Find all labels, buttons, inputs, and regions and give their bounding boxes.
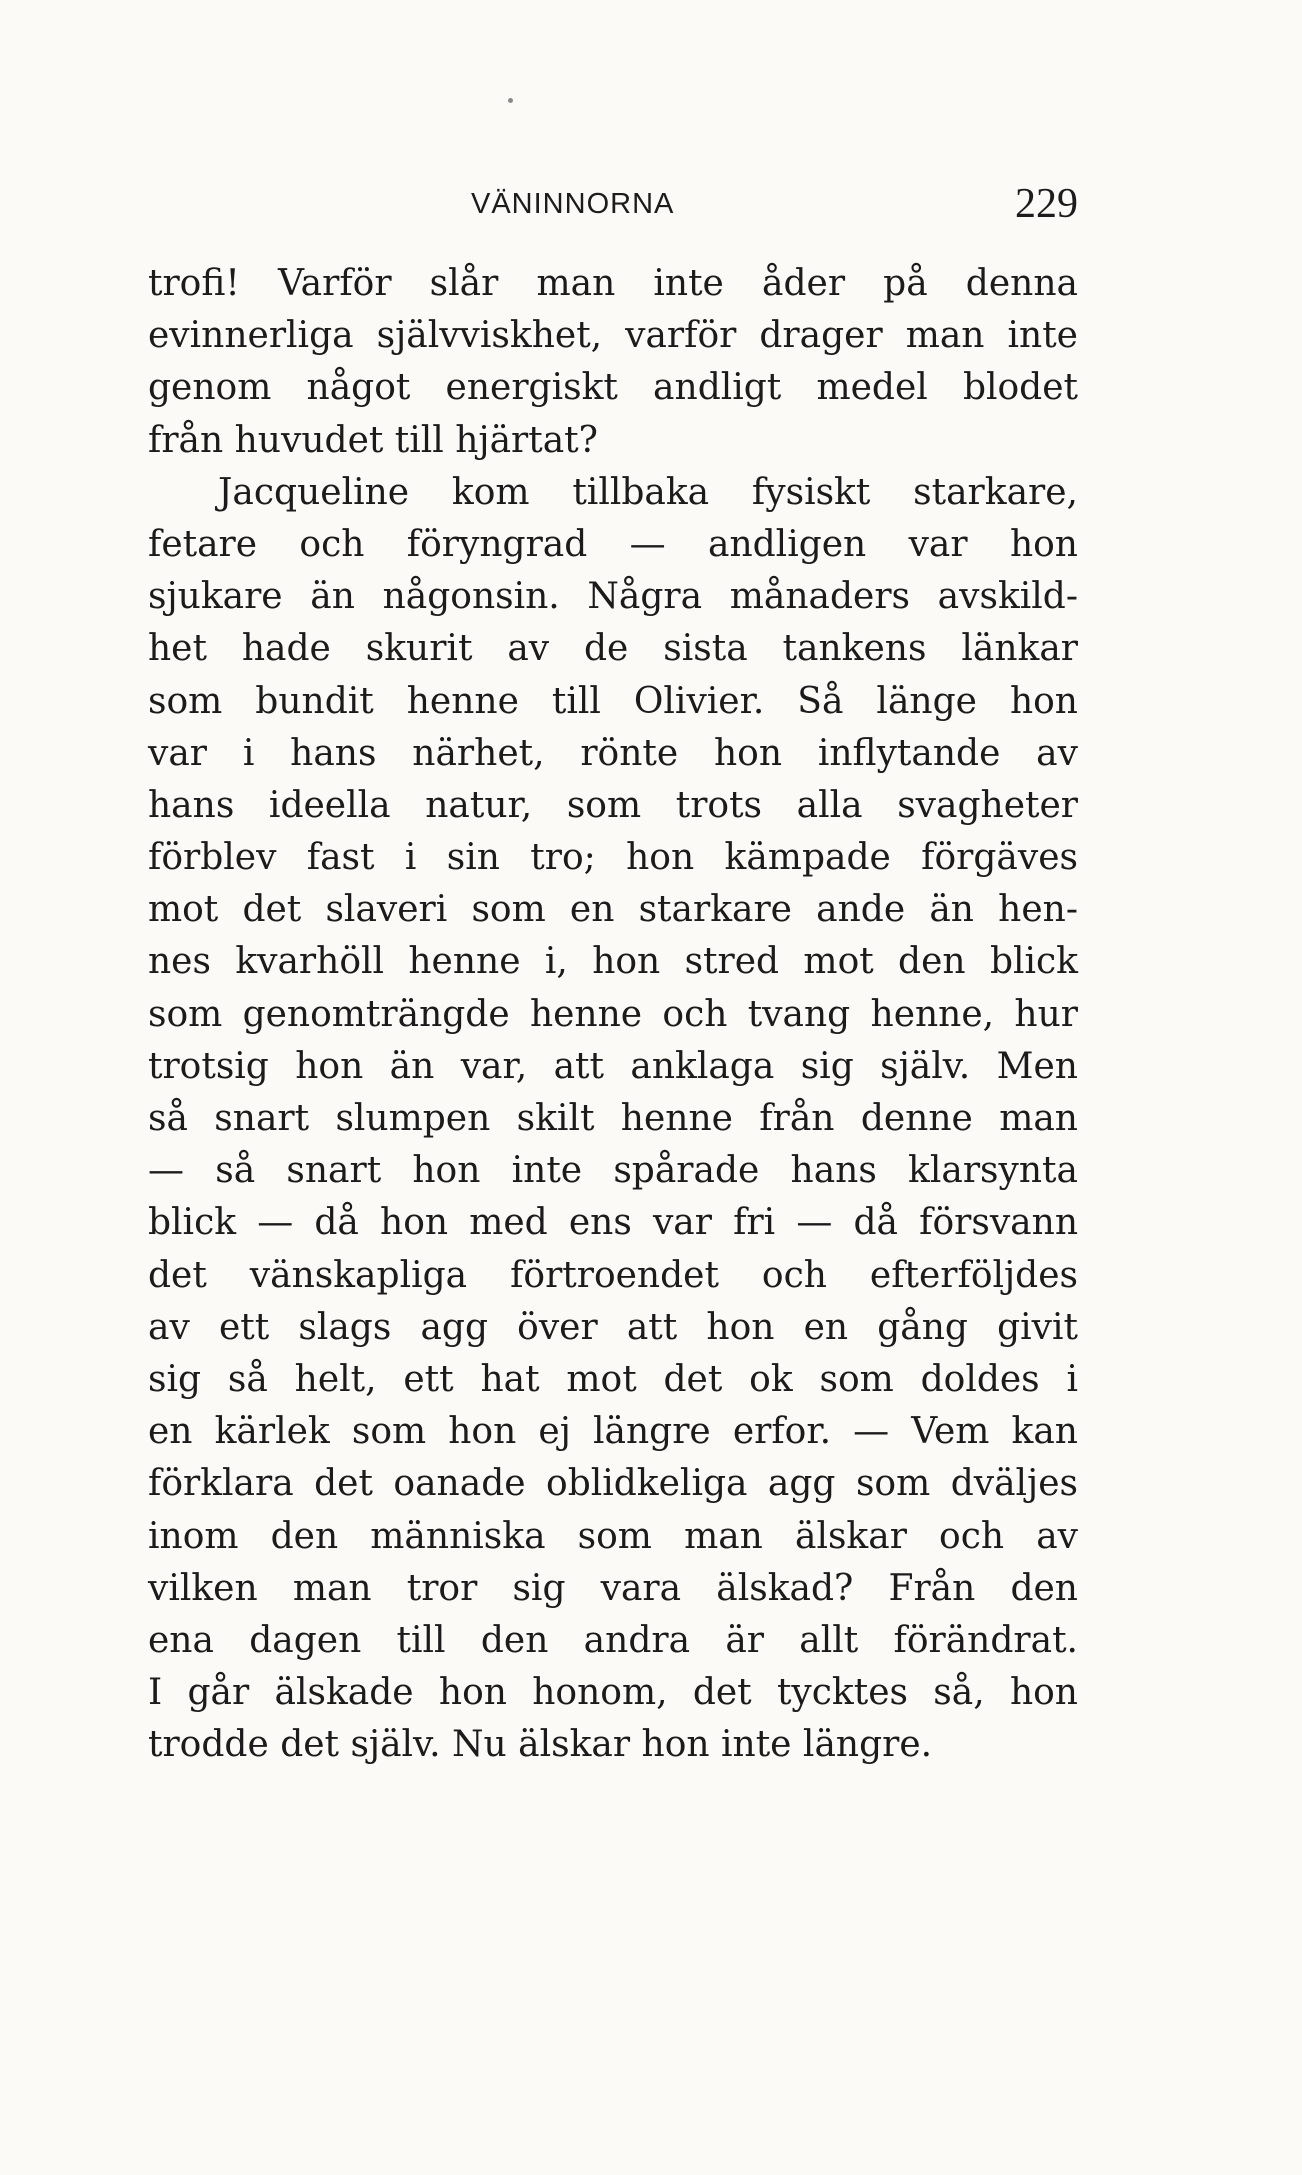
text-line: trofi! Varför slår man inte åder på denna bbox=[148, 263, 1078, 304]
text-line: sjukare än någonsin. Några månaders avskild- bbox=[148, 576, 1078, 618]
page-number: 229 bbox=[1015, 181, 1078, 227]
text-line: hans ideella natur, som trots alla svagheter bbox=[148, 784, 1078, 826]
text-line: som bundit henne till Olivier. Så länge hon bbox=[148, 680, 1078, 722]
text-line: nes kvarhöll henne i, hon stred mot den blick bbox=[148, 941, 1078, 983]
text-line: så snart slumpen skilt henne från denne man bbox=[148, 1098, 1078, 1139]
text-line: inom den människa som man älskar och av bbox=[148, 1515, 1078, 1557]
text-line: förklara det oanade oblidkeliga agg som dväljes bbox=[148, 1463, 1078, 1505]
text-line: I går älskade hon honom, det tycktes så, hon bbox=[148, 1672, 1078, 1714]
text-line: var i hans närhet, rönte hon inflytande av bbox=[148, 732, 1078, 774]
text-line: trotsig hon än var, att anklaga sig själv. Men bbox=[148, 1045, 1078, 1087]
print-speck bbox=[508, 98, 513, 103]
text-line: av ett slags agg över att hon en gång givit bbox=[148, 1306, 1078, 1348]
body-text bbox=[148, 258, 1078, 1771]
text-line: blick — då hon med ens var fri — då försvann bbox=[148, 1202, 1078, 1244]
text-line: som genomträngde henne och tvang henne, hur bbox=[148, 993, 1078, 1035]
text-line: det vänskapliga förtroendet och efterföljdes bbox=[148, 1254, 1078, 1296]
text-line: förblev fast i sin tro; hon kämpade förgäves bbox=[148, 837, 1078, 879]
text-line: ena dagen till den andra är allt förändrat. bbox=[148, 1619, 1078, 1661]
text-line: trodde det själv. Nu älskar hon inte längre. bbox=[148, 1724, 933, 1766]
text-line: genom något energiskt andligt medel blodet bbox=[148, 367, 1078, 409]
text-line: het hade skurit av de sista tankens länkar bbox=[148, 628, 1078, 670]
text-line: mot det slaveri som en starkare ande än hen- bbox=[148, 889, 1078, 931]
text-line: vilken man tror sig vara älskad? Från den bbox=[148, 1567, 1078, 1609]
text-line: evinnerliga självviskhet, varför drager man inte bbox=[148, 315, 1078, 357]
paragraph-first-line: Jacqueline kom tillbaka fysiskt starkare, bbox=[218, 471, 1078, 513]
text-line: en kärlek som hon ej längre erfor. — Vem kan bbox=[148, 1411, 1078, 1453]
text-line: från huvudet till hjärtat? bbox=[148, 419, 598, 461]
text-line: sig så helt, ett hat mot det ok som doldes i bbox=[148, 1358, 1078, 1400]
running-header-title: VÄNINNORNA bbox=[471, 188, 675, 220]
text-line: fetare och föryngrad — andligen var hon bbox=[148, 523, 1078, 565]
text-line: — så snart hon inte spårade hans klarsynta bbox=[148, 1150, 1078, 1192]
